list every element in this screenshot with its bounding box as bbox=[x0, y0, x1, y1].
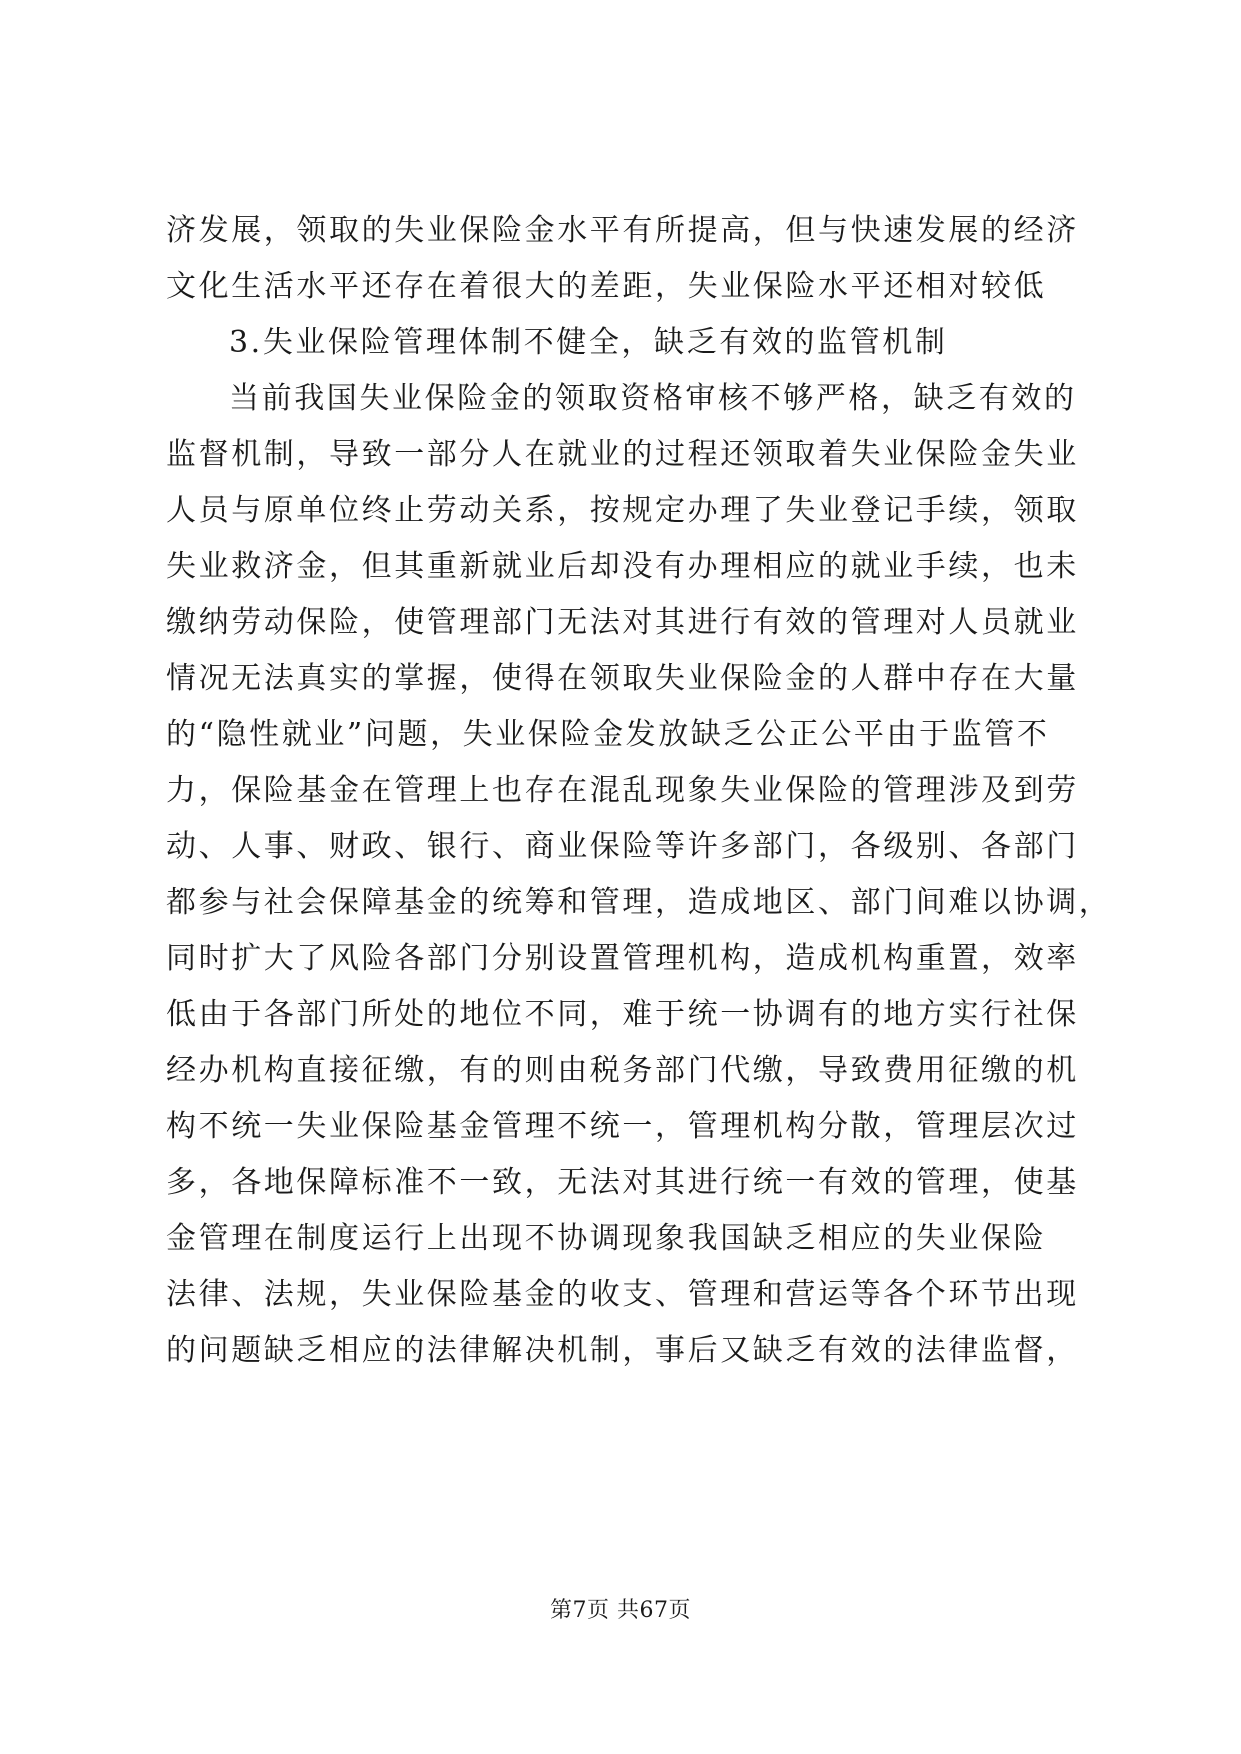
body-text-line: 动、人事、财政、银行、商业保险等许多部门，各级别、各部门 bbox=[166, 829, 1079, 864]
body-text-line: 缴纳劳动保险，使管理部门无法对其进行有效的管理对人员就业 bbox=[166, 605, 1079, 640]
body-text-line: 多，各地保障标准不一致，无法对其进行统一有效的管理，使基 bbox=[166, 1165, 1079, 1200]
body-text-line: 人员与原单位终止劳动关系，按规定办理了失业登记手续，领取 bbox=[166, 493, 1079, 528]
body-text-line: 失业救济金，但其重新就业后却没有办理相应的就业手续，也未 bbox=[166, 549, 1079, 584]
section-heading: 3.失业保险管理体制不健全，缺乏有效的监管机制 bbox=[229, 325, 948, 360]
page-number-footer: 第7页 共67页 bbox=[550, 1598, 691, 1623]
body-text-line: 金管理在制度运行上出现不协调现象我国缺乏相应的失业保险 bbox=[166, 1221, 1047, 1256]
body-text-line: 情况无法真实的掌握，使得在领取失业保险金的人群中存在大量 bbox=[166, 661, 1079, 696]
body-text-line: 的问题缺乏相应的法律解决机制，事后又缺乏有效的法律监督， bbox=[166, 1333, 1079, 1368]
body-text-line: 监督机制，导致一部分人在就业的过程还领取着失业保险金失业 bbox=[166, 437, 1079, 472]
body-text-line: 的“隐性就业”问题，失业保险金发放缺乏公正公平由于监管不 bbox=[166, 717, 1050, 752]
body-text-line: 同时扩大了风险各部门分别设置管理机构，造成机构重置，效率 bbox=[166, 941, 1079, 976]
body-text-line: 济发展，领取的失业保险金水平有所提高，但与快速发展的经济 bbox=[166, 213, 1079, 248]
body-text-line: 当前我国失业保险金的领取资格审核不够严格，缺乏有效的 bbox=[229, 381, 1077, 416]
body-text-line: 法律、法规，失业保险基金的收支、管理和营运等各个环节出现 bbox=[166, 1277, 1079, 1312]
body-text-line: 文化生活水平还存在着很大的差距，失业保险水平还相对较低 bbox=[166, 269, 1047, 304]
body-text-line: 构不统一失业保险基金管理不统一，管理机构分散，管理层次过 bbox=[166, 1109, 1079, 1144]
body-text-line: 经办机构直接征缴，有的则由税务部门代缴，导致费用征缴的机 bbox=[166, 1053, 1079, 1088]
body-text-line: 都参与社会保障基金的统筹和管理，造成地区、部门间难以协调， bbox=[166, 885, 1112, 920]
body-text-line: 力，保险基金在管理上也存在混乱现象失业保险的管理涉及到劳 bbox=[166, 773, 1079, 808]
body-text-line: 低由于各部门所处的地位不同，难于统一协调有的地方实行社保 bbox=[166, 997, 1079, 1032]
